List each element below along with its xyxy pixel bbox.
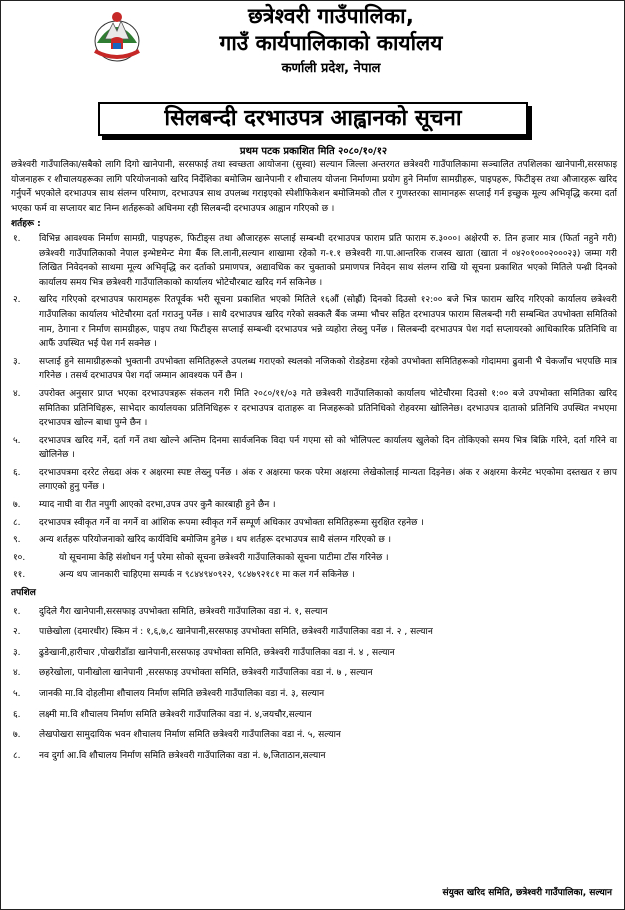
condition-number: ९. — [13, 535, 21, 546]
schedule-text: नव दुर्गा आ.वि शौचालय निर्माण समिति छत्रेश्वरी गाउँपालिका वडा नं. ७,जिताठान,सल्यान — [39, 750, 326, 761]
schedule-item — [11, 602, 617, 623]
condition-text: खरिद गरिएको दरभाउपत्र फारामहरू रितपूर्वक भरी सूचना प्रकाशित भएको मितिले १६औं (सोह्रौं) दिनको दिउसो १२:०० बजे भित्र फाराम खरिद गरिएको कार्यालय छत्रेश्वरी गाउँपालिका कार्यालय भोटेचौरमा दर्ता गराउनु पर्नेछ । साथै दरभाउपत्र खरिद गरेको सक्कलै बैंक जम्मा भौचर सहित दरभाउपत्र फाराम सिलबन्दी गरी सम्बन्धित उपभोक्ता समितिको नाम, ठेगाना र निर्माण सामग्रीहरू, पाइप तथा फिटीङ्स सप्लाई सम्बन्धी दरभाउपत्र भन्ने व्यहोरा लेख्नु पर्नेछ । सिलबन्दी दरभाउपत्र पेश गर्दा सप्लायरको आधिकारिक प्रतिनिधि वा आफैं उपस्थित भई पेश गर्न सक्नेछ । — [39, 295, 617, 350]
schedule-text: ढुङेखानी,हारीचार ,पोखरीडाँडा खानेपानी,सरसफाइ उपभोक्ता समिति, छत्रेश्वरी गाउँपालिका वडा नं. ४ , सल्यान — [39, 647, 395, 658]
condition-text: यो सूचनामा केहि संशोधन गर्नु परेमा सोको सूचना छत्रेश्वरी गाउँपालिकाको सूचना पाटीमा टाँस गरिनेछ । — [59, 552, 389, 563]
schedule-number: २. — [13, 627, 21, 638]
schedule-item — [11, 663, 617, 684]
condition-text: सप्लाई हुने सामाग्रीहरूको भुक्तानी उपभोक्ता समितिहरूले उपलब्ध गराएको स्थलको नजिकको रोडहेडमा रहेको उपभोक्ता समितिहरूको गोदाममा ढुवानी भै चेकजाँच भएपछि मात्र गरिनेछ । तसर्थ दरभाउपत्र पेश गर्दा जम्मान आवश्यक पर्ने छैन । — [39, 356, 617, 382]
condition-item — [11, 355, 617, 384]
schedule-number: ५. — [13, 689, 21, 699]
notice-body — [11, 158, 617, 766]
condition-item — [11, 387, 617, 431]
condition-number: ७. — [13, 500, 21, 511]
condition-text: दरभाउपत्र स्वीकृत गर्ने वा नगर्ने वा आंशिक रूपमा स्वीकृत गर्ने सम्पूर्ण अधिकार उपभोक्ता समितिहरूमा सुरक्षित रहनेछ । — [39, 517, 424, 528]
condition-text: दरभाउपत्रमा दररेट लेख्दा अंक र अक्षरमा स्पष्ट लेख्नु पर्नेछ । अंक र अक्षरमा फरक परेमा अक्षरमा लेखेकोलाई मान्यता दिइनेछ। अंक र अक्षरमा केरमेट भएकोमा दस्तखत र छाप लगाएको हुनु पर्नेछ । — [39, 467, 617, 493]
condition-item — [11, 498, 617, 513]
condition-text: म्याद नाघी वा रीत नपुगी आएको दरभा,उपत्र उपर कुनै कारबाही हुने छैन । — [39, 500, 276, 511]
schedule-text: छहरेखोला, पानीखोला खानेपानी ,सरसफाइ उपभोक्ता समिति, छत्रेश्वरी गाउँपालिका वडा नं. ७ , सल्यान — [39, 668, 373, 679]
condition-item — [11, 533, 617, 548]
condition-number: १०. — [13, 552, 26, 563]
schedule-text: पाछेखोला (दमारधीर) स्किम नं : १,६,७,८ खानेपानी,सरसफाइ उपभोक्ता समिति, छत्रेश्वरी गाउँपालिका वडा नं. २ , सल्यान — [39, 627, 433, 638]
condition-text: अन्य थप जानकारी चाहिएमा सम्पर्क न ९८४४९४०९२२, ९८४७९२१८१ मा कल गर्न सकिनेछ । — [59, 570, 355, 581]
condition-number: ४. — [13, 388, 21, 399]
schedule-number: ४. — [13, 668, 21, 679]
schedule-item — [11, 684, 617, 705]
condition-text: उपरोक्त अनुसार प्राप्त भएका दरभाउपत्रहरू संकलन गरी मिति २०८०/११/०३ गते छत्रेश्वरी गाउँपालिकाको कार्यालय भोटेचौरमा दिउसो १:०० बजे उपभोक्ता समितिका खरिद समितिका प्रतिनिधिहरू, साभेदार कार्यालयका प्रतिनिधिहरू र दरभाउपत्र दाताहरू वा निजहरूको प्रतिनिधिको रोहवरमा खोलिनेछ। दरभाउपत्र दाताको प्रतिनिधि उपस्थित नभएमा दरभाउपत्र खोल्न बाधा पुग्ने छैन । — [39, 388, 617, 429]
schedule-list — [11, 602, 617, 767]
conditions-heading: शर्तहरू : — [11, 219, 41, 230]
condition-number: ३. — [13, 356, 21, 367]
schedule-number: ७. — [13, 730, 21, 741]
schedule-item — [11, 725, 617, 746]
condition-number: ५. — [13, 435, 21, 446]
municipality-name: छत्रेश्वरी गाउँपालिका, — [247, 4, 414, 28]
condition-item — [11, 293, 617, 351]
condition-number: ६. — [13, 467, 21, 478]
schedule-text: दुदिले गैरा खानेपानी,सरसफाइ उपभोक्ता समिति, छत्रेश्वरी गाउँपालिका वडा नं. १, सल्यान — [39, 606, 328, 617]
schedule-heading: तपशिल — [11, 588, 36, 599]
nepal-emblem-icon — [87, 5, 147, 65]
office-header — [151, 3, 511, 78]
condition-text: अन्य शर्तहरू परियोजनाको खरिद कार्यविधि बमोजिम हुनेछ । थप शर्तहरू दरभाउपत्र साथै संलग्न गरिएको छ । — [39, 535, 392, 546]
schedule-item — [11, 746, 617, 767]
condition-item — [11, 551, 617, 566]
schedule-item — [11, 622, 617, 643]
office-name: गाउँ कार्यपालिकाको कार्यालय — [219, 31, 443, 55]
schedule-number: ६. — [13, 709, 21, 720]
notice-title-banner: सिलबन्दी दरभाउपत्र आह्वानको सूचना — [98, 102, 528, 136]
publication-date: प्रथम पटक प्रकाशित मिति २०८०/१०/१२ — [239, 146, 388, 157]
province-name: कर्णाली प्रदेश, नेपाल — [281, 61, 381, 76]
condition-item — [11, 434, 617, 463]
schedule-text: लेखपोखरा सामुदायिक भवन शौचालय निर्माण समिति छत्रेश्वरी गाउँपालिका वडा नं. ५, सल्यान — [39, 730, 341, 741]
condition-number: १. — [13, 233, 21, 244]
schedule-number: ८. — [13, 750, 21, 761]
condition-item — [11, 466, 617, 495]
condition-item — [11, 568, 617, 583]
intro-paragraph: छत्रेश्वरी गाउँपालिका/सबैको लागि दिगो खानेपानी, सरसफाई तथा स्वच्छता आयोजना (सुस्वा) सल्यान जिल्ला अन्तरगत छत्रेश्वरी गाउँपालिकामा सञ्चालित तपशिलका खानेपानी,सरसफाइ योजनाहरू र शौचालयहरूका लागि परियोजनाको खरिद निर्देशिका बमोजिम खानेपानी र शौचालय योजना निर्माणमा प्रयोग हुने निर्माण सामग्रीहरू, पाइपहरू, फिटीङ्स तथा औजारहरू खरिद गर्नुपर्ने भएकोले दरभाउपत्र साथ संलग्न परिमाण, दरभाउपत्र साथ उपलब्ध गराइएको स्पेशीफिकेशन बमोजिमको तौल र गुणस्तरका सामानहरू सप्लाई गर्न इच्छुक मूल्य अभिवृद्धि करमा दर्ता भएका फर्म वा सप्लायर बाट निम्न शर्तहरूको अधिनमा रही सिलबन्दी दरभाउपत्र आह्वान गरिएको छ । — [11, 160, 617, 214]
schedule-item — [11, 705, 617, 726]
condition-item — [11, 232, 617, 290]
schedule-text: जानकी मा.वि दोहलीमा शौचालय निर्माण समिति छत्रेश्वरी गाउँपालिका वडा नं. ३, सल्यान — [39, 689, 325, 699]
condition-number: ११. — [13, 570, 26, 581]
schedule-number: १. — [13, 606, 21, 617]
condition-text: दरभाउपत्र खरिद गर्ने, दर्ता गर्ने तथा खोल्ने अन्तिम दिनमा सार्वजनिक विदा पर्न गएमा सो को भोलिपल्ट कार्यालय खुलेको दिन तोकिएको समय भित्र बिक्रि गरिने, दर्ता गरिने वा खोलिनेछ । — [39, 435, 617, 461]
condition-text: विभिन्न आवश्यक निर्माण सामग्री, पाइपहरू, फिटीङ्स तथा औजारहरू सप्लाई सम्बन्धी दरभाउपत्र फाराम प्रति फाराम रु.३०००। अक्षेरपी रु. तिन हजार मात्र (फिर्ता नहुने गरी) छत्रेश्वरी गाउँपालिकाको नेपाल इन्भेष्टमेन्ट मेगा बैंक लि.लानी,सल्यान शाखामा रहेको ग-१.१ छत्रेश्वरी गा.पा.आन्तरिक राजस्व खाता (खाता नं ०४२०१०००२०००२३) जम्मा गरी लिखित निवेदनको साथमा मूल्य अभिवृद्धि कर दर्ताको प्रमाणपत्र, अद्यावधिक कर चुक्ताको प्रमाणपत्र निवेदन साथ संलग्न राखि यो सूचना प्रकाशित भएको मितिले पन्ध्री दिनको कार्यालय समय भित्र छत्रेश्वरी गाउँपालिकाको कार्यालय भोटेचौरबाट खरिद गर्न सकिनेछ । — [39, 233, 617, 288]
signatory: संयुक्त खरिद समिति, छत्रेश्वरी गाउँपालिका, सल्यान — [442, 888, 612, 898]
condition-item — [11, 516, 617, 531]
schedule-item — [11, 643, 617, 664]
condition-number: २. — [13, 295, 21, 306]
condition-number: ८. — [13, 517, 21, 528]
schedule-number: ३. — [13, 647, 21, 658]
schedule-text: लक्ष्मी मा.वि शौचालय निर्माण समिति छत्रेश्वरी गाउँपालिका वडा नं. ४,जयचौर,सल्यान — [39, 709, 312, 720]
